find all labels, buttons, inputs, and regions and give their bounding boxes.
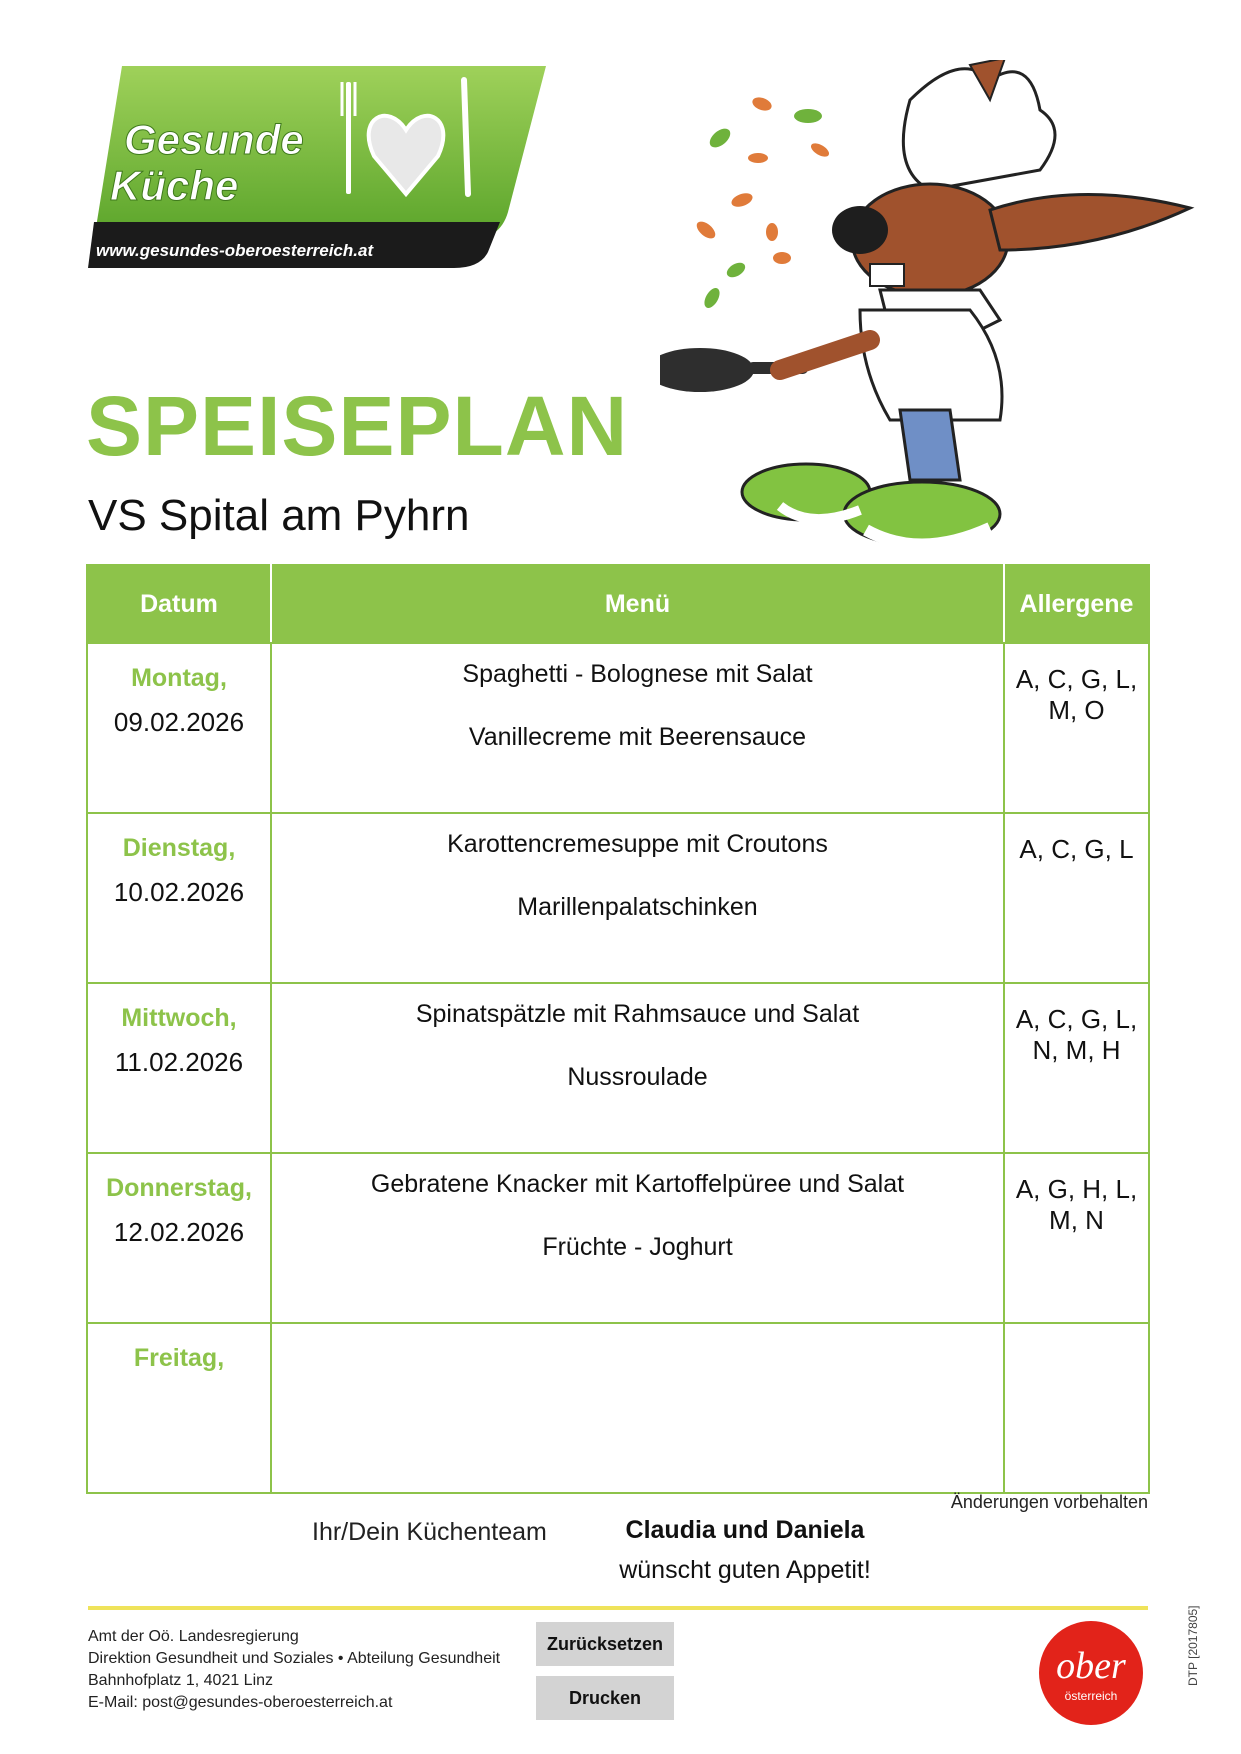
date-value: 12.02.2026 <box>113 1217 245 1247</box>
table-row <box>87 1323 1149 1493</box>
menu-cell <box>271 1153 1004 1323</box>
table-row <box>87 813 1149 983</box>
dessert: Marillenpalatschinken <box>517 893 758 921</box>
day-label: Mittwoch, <box>121 1004 237 1032</box>
main-dish: Spinatspätzle mit Rahmsauce und Salat <box>415 1000 860 1028</box>
menu-cell <box>271 1323 1004 1493</box>
menu-cell <box>271 643 1004 813</box>
header-menu: Menü <box>271 565 1004 643</box>
print-button[interactable]: Drucken <box>536 1676 674 1720</box>
header-date: Datum <box>87 565 271 643</box>
ooe-logo-big: ober <box>1056 1645 1126 1687</box>
date-value: 09.02.2026 <box>113 707 245 737</box>
team-label: Ihr/Dein Küchenteam <box>312 1518 547 1546</box>
changes-note: Änderungen vorbehalten <box>950 1492 1148 1512</box>
page-title: SPEISEPLAN <box>86 379 629 473</box>
table-row <box>87 643 1149 813</box>
allergen-list: A, C, G, L <box>1019 834 1134 864</box>
table-row <box>87 983 1149 1153</box>
appetit-text: wünscht guten Appetit! <box>619 1556 871 1584</box>
team-names: Claudia und Daniela <box>625 1516 865 1544</box>
logo-url: www.gesundes-oberoesterreich.at <box>96 241 374 260</box>
allergen-list: A, C, G, L, M, O <box>1015 664 1138 725</box>
table-header-row <box>87 565 1149 643</box>
allergen-cell <box>1004 813 1149 983</box>
footer-line: Direktion Gesundheit und Soziales • Abteilung Gesundheit <box>88 1650 501 1667</box>
menu-cell <box>271 813 1004 983</box>
flying-vegetables <box>694 95 831 311</box>
dessert: Früchte - Joghurt <box>542 1233 733 1261</box>
allergen-cell <box>1004 1323 1149 1493</box>
day-label: Dienstag, <box>122 834 236 862</box>
chef-rabbit-illustration <box>660 60 1220 580</box>
menu-cell <box>271 983 1004 1153</box>
date-cell <box>87 983 271 1153</box>
logo-line2: Küche <box>110 162 239 209</box>
allergen-cell <box>1004 983 1149 1153</box>
date-cell <box>87 643 271 813</box>
day-label: Donnerstag, <box>106 1174 252 1202</box>
footer-email: E-Mail: post@gesundes-oberoesterreich.at <box>88 1694 393 1711</box>
menu-table <box>86 564 1150 1494</box>
oberoesterreich-logo <box>1036 1618 1146 1728</box>
ooe-logo-small: österreich <box>1064 1689 1118 1703</box>
footer-divider <box>88 1606 1148 1610</box>
main-dish: Karottencremesuppe mit Croutons <box>447 830 828 858</box>
footer-line: Bahnhofplatz 1, 4021 Linz <box>88 1672 274 1689</box>
main-dish: Gebratene Knacker mit Kartoffelpüree und Salat <box>370 1170 905 1198</box>
gesunde-kueche-logo <box>88 62 548 272</box>
day-label: Montag, <box>131 664 227 692</box>
main-dish: Spaghetti - Bolognese mit Salat <box>462 660 813 688</box>
school-name: VS Spital am Pyhrn <box>88 491 470 540</box>
dessert: Vanillecreme mit Beerensauce <box>468 723 807 751</box>
footer-line: Amt der Oö. Landesregierung <box>88 1628 299 1645</box>
date-value: 10.02.2026 <box>113 877 245 907</box>
allergen-cell <box>1004 643 1149 813</box>
date-cell <box>87 1323 271 1493</box>
dtp-code: DTP [2017805] <box>1186 1605 1200 1686</box>
header-allergens: Allergene <box>1004 565 1149 643</box>
date-cell <box>87 813 271 983</box>
day-label: Freitag, <box>133 1344 225 1372</box>
allergen-cell <box>1004 1153 1149 1323</box>
logo-line1: Gesunde <box>124 116 304 163</box>
date-cell <box>87 1153 271 1323</box>
reset-button[interactable]: Zurücksetzen <box>536 1622 674 1666</box>
dessert: Nussroulade <box>567 1063 708 1091</box>
allergen-list: A, G, H, L, M, N <box>1015 1174 1138 1235</box>
table-row <box>87 1153 1149 1323</box>
footer-address <box>88 1626 500 1714</box>
date-value: 11.02.2026 <box>114 1047 244 1077</box>
allergen-list: A, C, G, L, N, M, H <box>1015 1004 1138 1065</box>
